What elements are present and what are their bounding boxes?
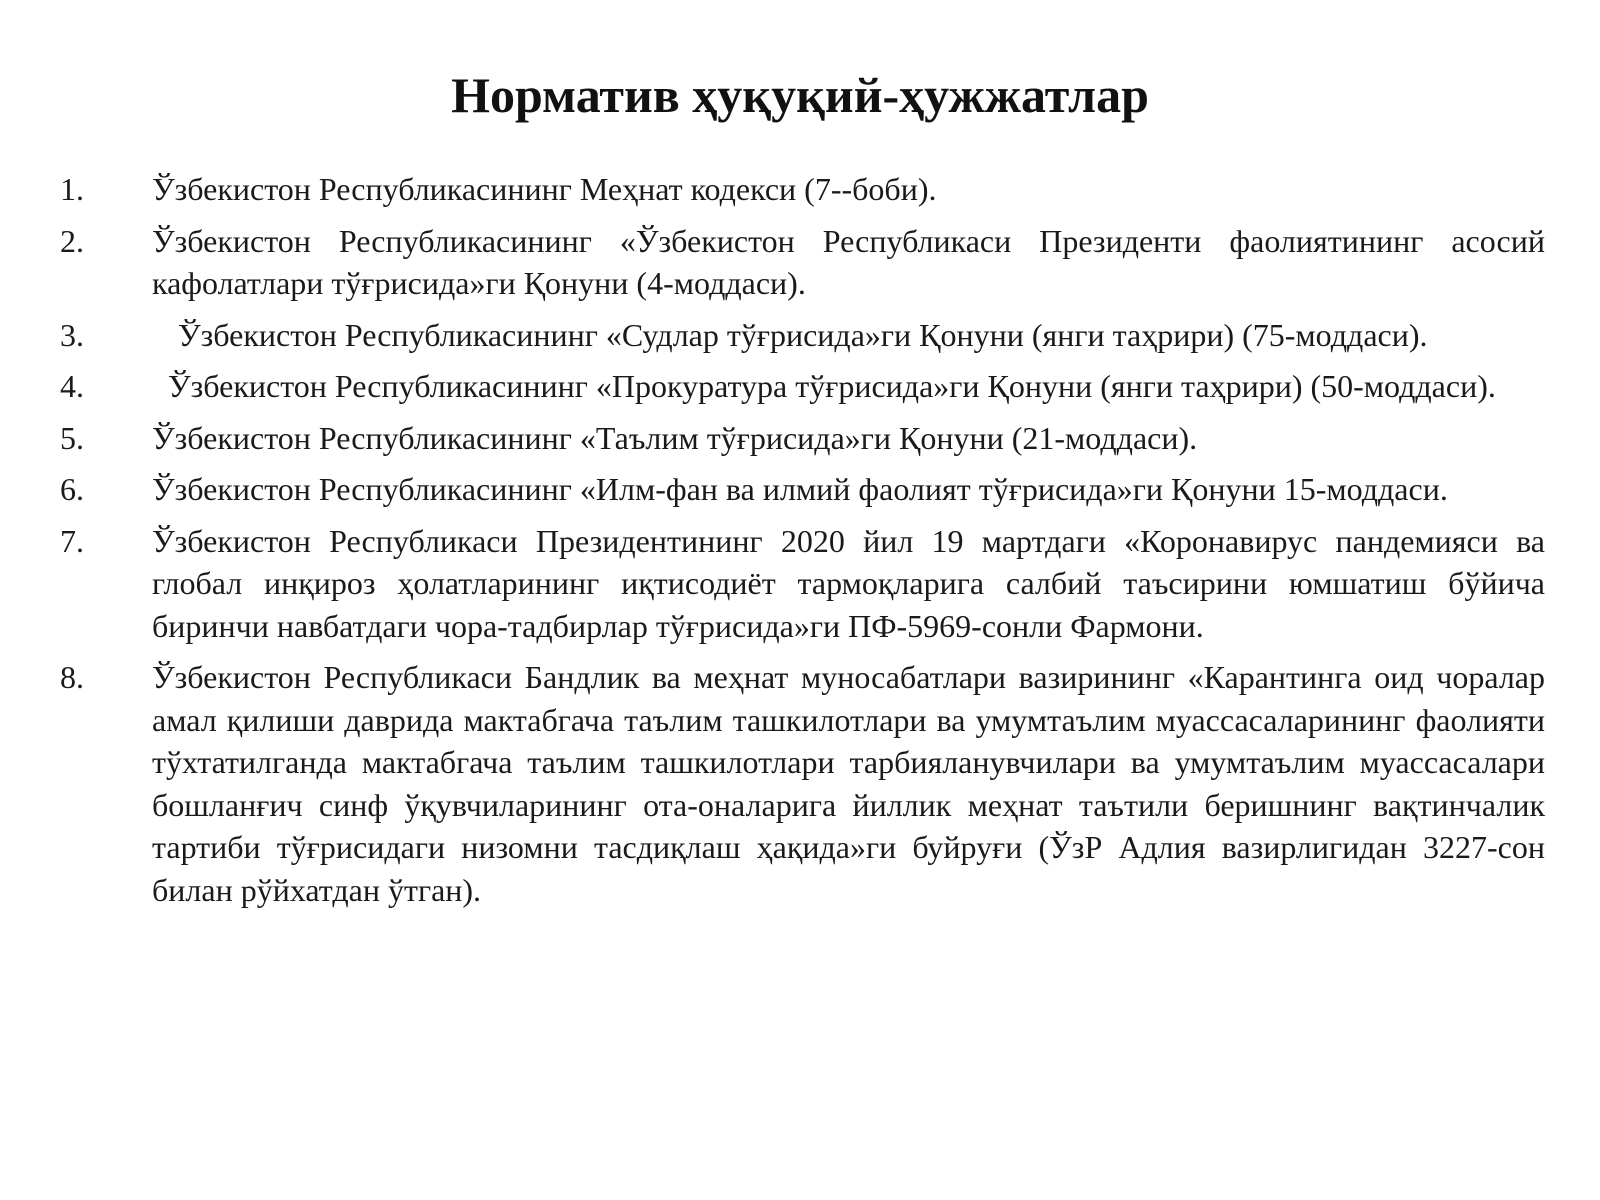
list-item bbox=[0, 656, 1600, 911]
list-item-text: Ўзбекистон Республикасининг «Илм-фан ва илмий фаолият тўғрисида»ги Қонуни 15-моддаси. bbox=[152, 471, 1448, 507]
document-list bbox=[0, 168, 1600, 920]
list-item-text: Ўзбекистон Республикасининг «Ўзбекистон Республикаси Президенти фаолиятининг асосий кафолатлари тўғрисида»ги Қонуни (4-моддаси). bbox=[152, 222, 1545, 301]
list-item-text: Ўзбекистон Республикасининг «Судлар тўғрисида»ги Қонуни (янги таҳрири) (75-моддаси). bbox=[178, 316, 1428, 353]
list-item-number: 6. bbox=[60, 471, 84, 507]
list-item bbox=[0, 417, 1600, 460]
list-item-text: Ўзбекистон Республикаси Бандлик ва меҳнат муносабатлари вазирининг «Карантинга оид чоралар амал қилиши даврида мактабгача таълим ташкилотлари ва умумтаълим муассасаларининг фаолияти тўхтатилганда мактабгача таълим ташкилотлари тарбияланувчилари ва умумтаълим муассасалари бошланғич синф ўқувчиларининг ота-оналарига йиллик меҳнат таътили беришнинг вақтинчалик тартиби тўғрисидаги низомни тасдиқлаш ҳақида»ги буйруғи (ЎзР Адлия вазирлигидан 3227-сон билан рўйхатдан ўтган). bbox=[152, 659, 1545, 908]
list-item-number: 4. bbox=[60, 368, 84, 404]
list-item-number: 3. bbox=[60, 316, 84, 353]
list-item-number: 2. bbox=[60, 222, 84, 259]
list-item-number: 1. bbox=[60, 171, 84, 207]
list-item-number: 7. bbox=[60, 522, 84, 559]
list-item-text: Ўзбекистон Республикасининг «Прокуратура тўғрисида»ги Қонуни (янги таҳрири) (50-моддаси). bbox=[168, 368, 1496, 404]
list-item bbox=[0, 365, 1600, 408]
list-item bbox=[0, 168, 1600, 211]
list-item-number: 5. bbox=[60, 419, 84, 456]
list-item-text: Ўзбекистон Республикасининг Меҳнат кодекси (7--боби). bbox=[152, 171, 937, 207]
list-item bbox=[0, 314, 1600, 357]
page-title: Норматив ҳуқуқий-ҳужжатлар bbox=[451, 67, 1149, 123]
list-item-text: Ўзбекистон Республикаси Президентининг 2020 йил 19 мартдаги «Коронавирус пандемияси ва глобал инқироз ҳолатларининг иқтисодиёт тармоқларига салбий таъсирини юмшатиш бўйича биринчи навбатдаги чора-тадбирлар тўғрисида»ги ПФ-5969-сонли Фармони. bbox=[152, 522, 1545, 644]
list-item bbox=[0, 468, 1600, 511]
list-item bbox=[0, 520, 1600, 648]
list-item bbox=[0, 220, 1600, 305]
list-item-text: Ўзбекистон Республикасининг «Таълим тўғрисида»ги Қонуни (21-моддаси). bbox=[152, 419, 1198, 456]
list-item-number: 8. bbox=[60, 659, 84, 695]
